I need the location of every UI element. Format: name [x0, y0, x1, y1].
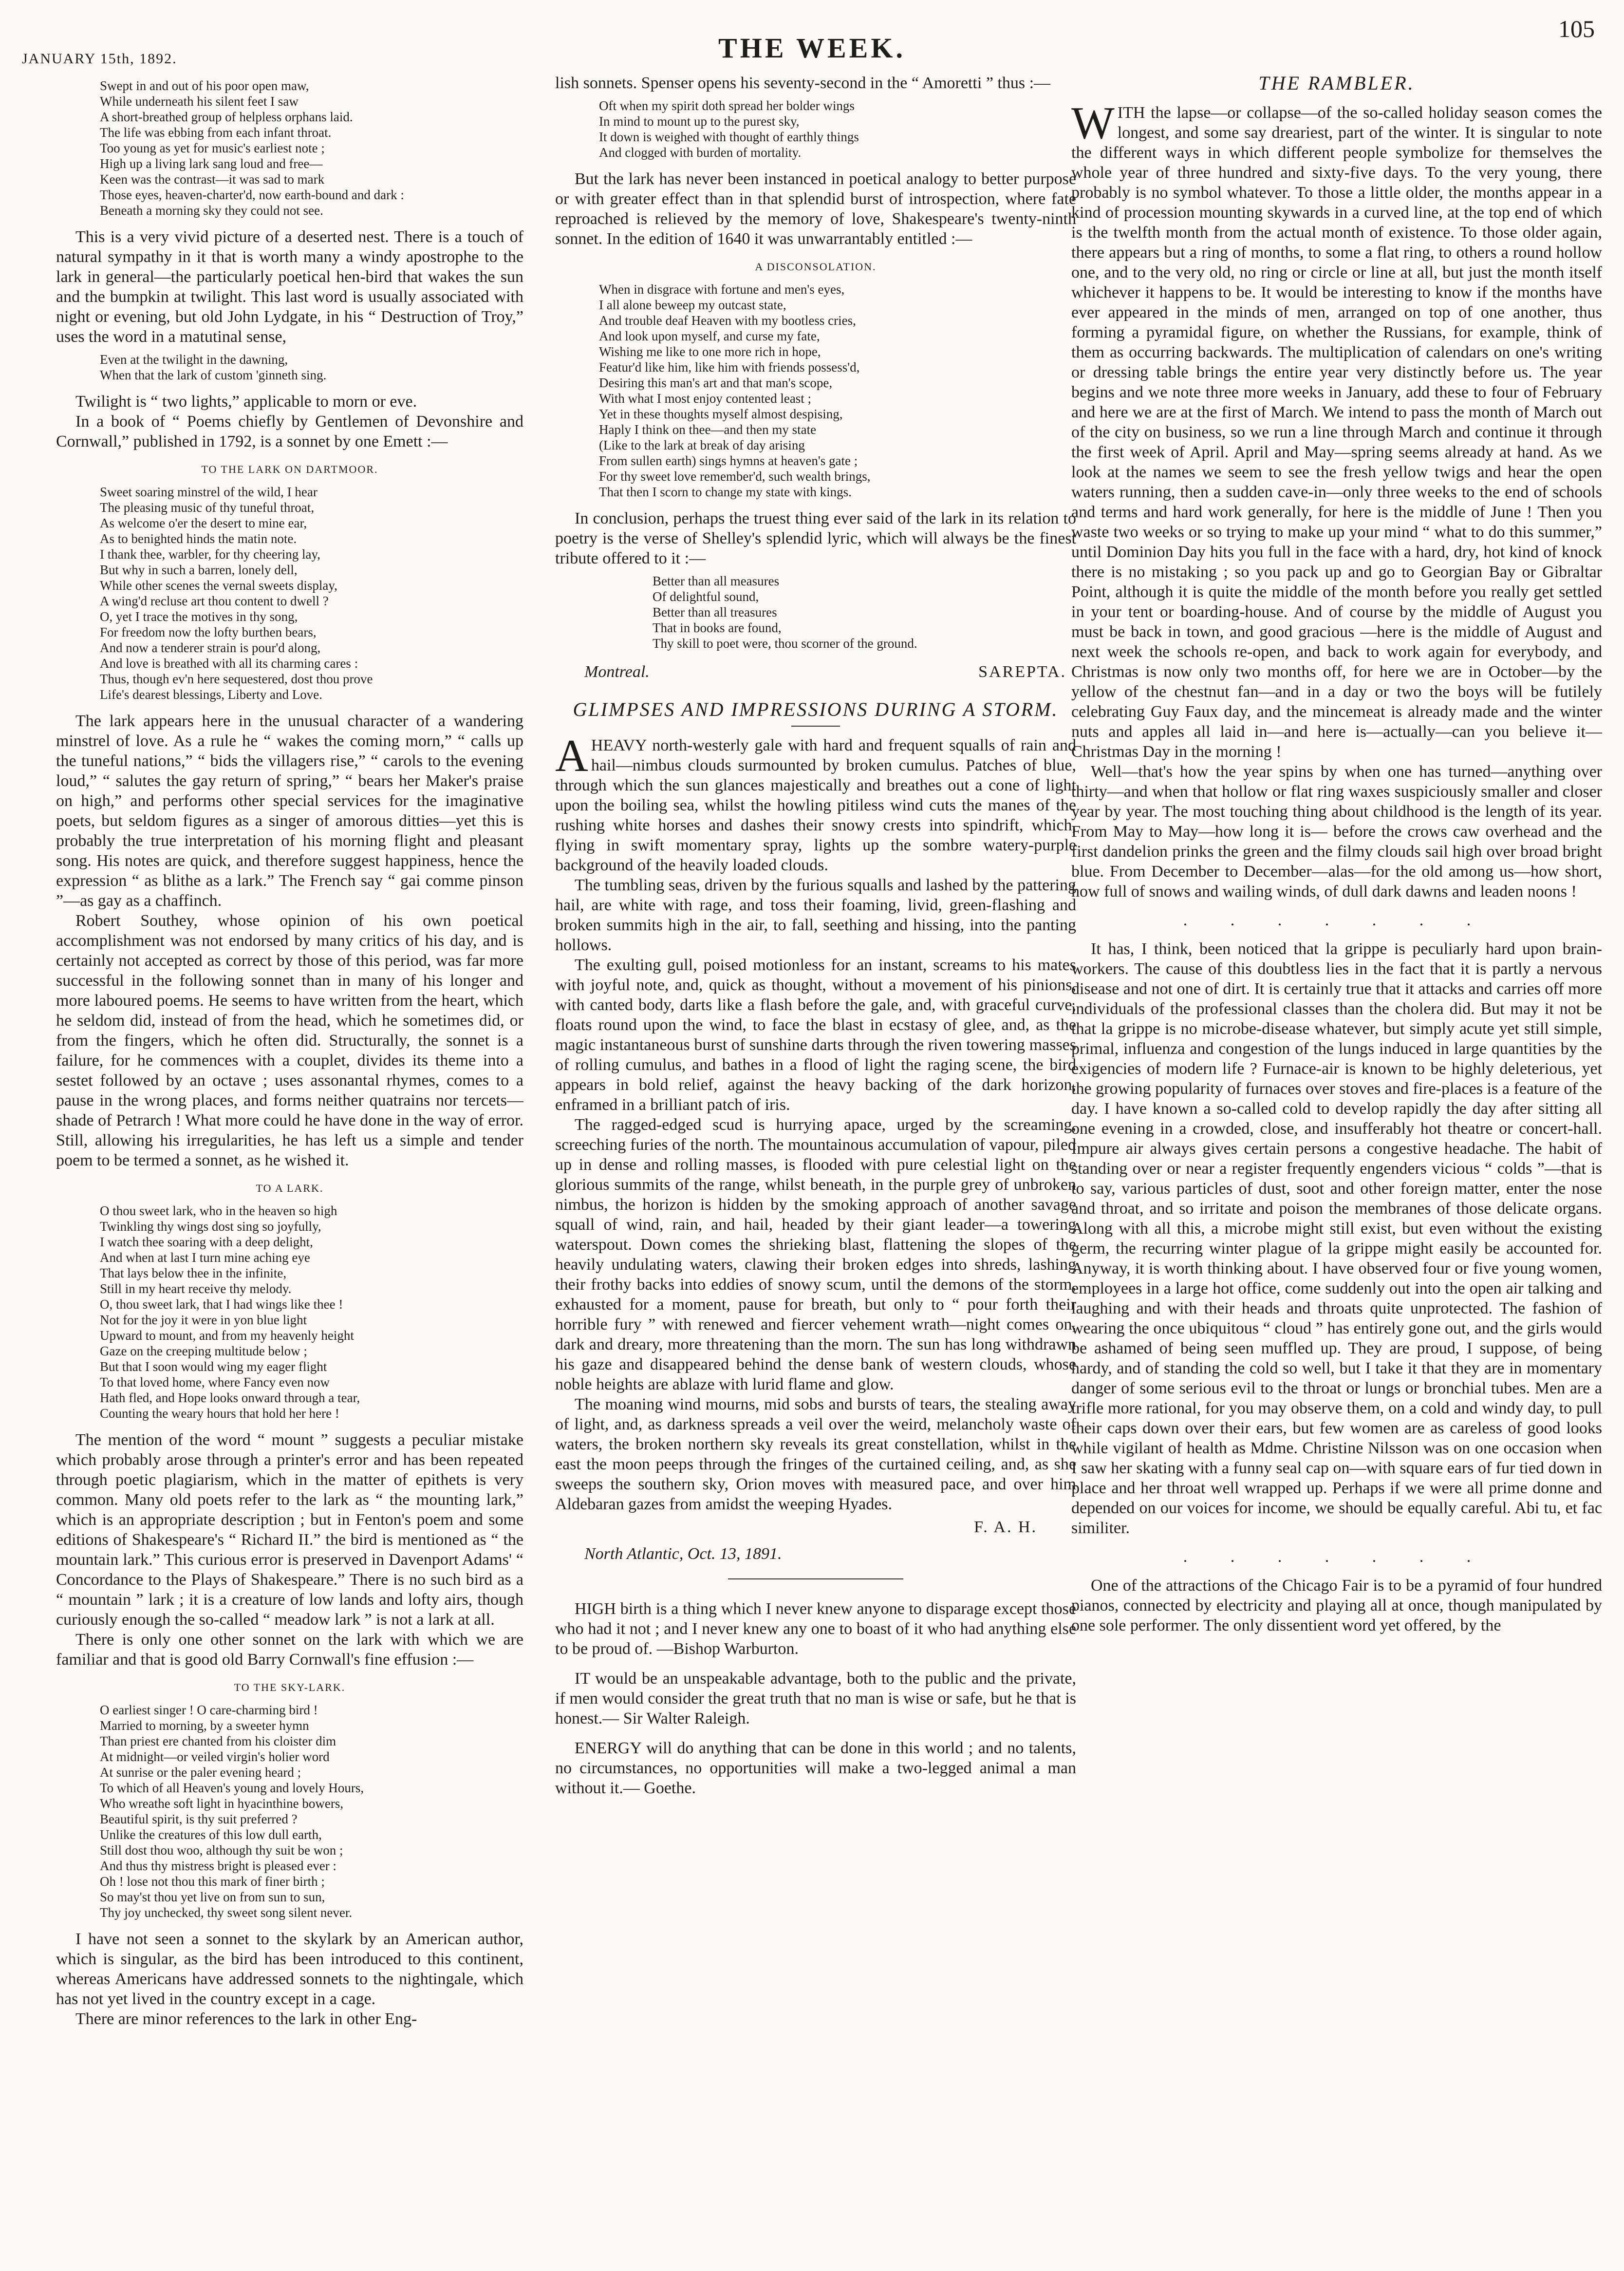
poem-line: Sweet soaring minstrel of the wild, I hear — [100, 485, 317, 499]
poem-line: Too young as yet for music's earliest note ; — [100, 141, 325, 155]
paragraph: Robert Southey, whose opinion of his own poetical accomplishment was not endorsed by many critics of his day, and is certainly not accepted as correct by those of this period, was far more successful in the following sonnet than in many of his longer and more laboured poems. He seems to have written from the heart, which he seldom did, instead of from the head, which he sometimes did, or from the fingers, which he often did. Structurally, the sonnet is a failure, for he commences with a couplet, divides its theme into a sestet followed by an octave ; uses assonantal rhymes, comes to a pause in the wrong places, and forms neither quatrains nor tercets—shade of Petrarch ! What more could he have done in the way of error. Still, allowing his irregularities, he has left us a simple and tender poem to be termed a sonnet, as he wished it. — [56, 912, 523, 1169]
poem-line: Beneath a morning sky they could not see. — [100, 203, 323, 218]
dateline: North Atlantic, Oct. 13, 1891. — [584, 1545, 782, 1563]
paragraph: There are minor references to the lark in other Eng- — [75, 2010, 417, 2028]
poem-line: Haply I think on thee—and then my state — [599, 422, 817, 437]
paragraph: The exulting gull, poised motionless for an instant, screams to his mates with joyful note, and, quick as thought, without a movement of his pinions, with canted body, darts like a flash before the gale, and, with graceful curve, floats round upon the wind, to face the blast in ecstasy of glee, and, as the magic instantaneous burst of sunshine darts through the riven towering masses of rolling cumulus, and bathes in a flood of light the raging scene, the bird appears in bold relief, against the heavy backing of the dark horizon, enframed in a brilliant patch of iris. — [555, 956, 1076, 1114]
column-2 — [555, 73, 1076, 2255]
poem-line: When in disgrace with fortune and men's eyes, — [599, 282, 845, 297]
paragraph: lish sonnets. Spenser opens his seventy-second in the “ Amoretti ” thus :— — [555, 74, 1051, 92]
poem-line: And trouble deaf Heaven with my bootless cries, — [599, 313, 856, 328]
paragraph: The tumbling seas, driven by the furious squalls and lashed by the pattering hail, are white with rage, and toss their foaming, livid, green-flashing and broken summits high in the air, to fall, seething and hissing, into the panting hollows. — [555, 876, 1076, 954]
poem-line: And love is breathed with all its charming cares : — [100, 656, 358, 671]
paragraph: I have not seen a sonnet to the skylark by an American author, which is singular, as the bird has been introduced to this continent, whereas Americans have addressed sonnets to the nightingale, which has not yet lived in the country except in a cage. — [56, 1930, 523, 2008]
poem-line: To which of all Heaven's young and lovely Hours, — [100, 1781, 364, 1795]
divider — [791, 726, 840, 727]
section-title: THE RAMBLER. — [1258, 73, 1415, 94]
poem-line: Thus, though ev'n here sequestered, dost thou prove — [100, 672, 373, 686]
issue-date: JANUARY 15th, 1892. — [22, 51, 177, 67]
poem-amoretti — [555, 98, 1076, 160]
signature-place: Montreal. — [584, 663, 650, 681]
poem-line: Hath fled, and Hope looks onward through a tear, — [100, 1390, 360, 1405]
paragraph: Well—that's how the year spins by when one has turned—anything over thirty—and when that hollow or flat ring waxes suspiciously smaller and closer year by year. The most touching thing about childhood is the length of its year. From May to May—how long it is— before the crows caw overhead and the first dandelion prinks the green and the filmy clouds sail high over broad bright blue. From December to December—alas—for the old among us—how short, how full of snows and wailing winds, of dull dark dawns and leaden noons ! — [1071, 763, 1602, 901]
poem-line: Not for the joy it were in yon blue light — [100, 1313, 307, 1327]
poem-line: Even at the twilight in the dawning, — [100, 352, 288, 367]
poem-title: TO A LARK. — [256, 1182, 324, 1194]
poem-line: To that loved home, where Fancy even now — [100, 1375, 330, 1389]
poem-line: Twinkling thy wings dost sing so joyfully, — [100, 1219, 321, 1234]
poem-line: The pleasing music of thy tuneful throat, — [100, 500, 315, 515]
poem-line: That lays below thee in the infinite, — [100, 1266, 287, 1280]
poem-line: Still dost thou woo, although thy suit be won ; — [100, 1843, 343, 1858]
poem-line: And thus thy mistress bright is pleased ever : — [100, 1858, 336, 1873]
poem-title: TO THE LARK ON DARTMOOR. — [201, 463, 378, 475]
article-initials: F. A. H. — [974, 1518, 1037, 1536]
poem-line: When that the lark of custom 'ginneth sing. — [100, 368, 327, 382]
poem-line: A short-breathed group of helpless orphans laid. — [100, 110, 353, 124]
page-number: 105 — [1558, 15, 1595, 42]
poem-shelley — [555, 573, 1076, 651]
poem-line: From sullen earth) sings hymns at heaven's gate ; — [599, 453, 858, 468]
poem-line: Keen was the contrast—it was sad to mark — [100, 172, 325, 187]
poem-line: Thy joy unchecked, thy sweet song silent never. — [100, 1905, 353, 1920]
poem-line: I thank thee, warbler, for thy cheering lay, — [100, 547, 320, 562]
poem-line: Better than all measures — [653, 574, 780, 588]
poem-line: O thou sweet lark, who in the heaven so high — [100, 1203, 337, 1218]
paragraph: This is a very vivid picture of a deserted nest. There is a touch of natural sympathy in it that is worth many a windy apostrophe to the lark in general—the particularly poetical hen-bird that wakes the sun and the bumpkin at twilight. This last word is usually associated with night or evening, but old John Lydgate, in his “ Destruction of Troy,” uses the word in a matutinal sense, — [56, 228, 523, 346]
poem-lark-dartmoor — [56, 484, 523, 702]
poem-line: And when at last I turn mine aching eye — [100, 1250, 310, 1265]
poem-lydgate-couplet — [56, 352, 523, 383]
paragraph: In conclusion, perhaps the truest thing ever said of the lark in its relation to poetry is the verse of Shelley's splendid lyric, which will always be the finest tribute offered to it :— — [555, 509, 1076, 567]
paragraph: One of the attractions of the Chicago Fair is to be a pyramid of four hundred pianos, connected by electricity and playing all at once, though manipulated by one sole performer. The only dissentient word yet offered, by the — [1071, 1577, 1602, 1634]
poem-line: Yet in these thoughts myself almost despising, — [599, 407, 843, 421]
poem-sky-lark — [56, 1702, 523, 1920]
poem-line: Thy skill to poet were, thou scorner of the ground. — [653, 636, 917, 651]
paragraph: The mention of the word “ mount ” suggests a peculiar mistake which probably arose through a printer's error and has been repeated through poetic plagiarism, which in the matter of epithets is very common. Many old poets refer to the lark as “ the mounting lark,” which is an appropriate description ; but in Fenton's poem and some editions of Shakespeare's “ Richard II.” the bird is mentioned as “ the mountain lark.” This curious error is preserved in Davenport Adams' “ Concordance to the Plays of Shakespeare.” There is no such bird as a “ mountain ” lark ; it is a creature of low lands and lofty airs, though curiously enough the so-called “ meadow lark ” is not a lark at all. — [56, 1431, 523, 1629]
paragraph: But the lark has never been instanced in poetical analogy to better purpose or with greater effect than in that splendid burst of introspection, where fate reproached is relieved by the memory of love, Shakespeare's twenty-ninth sonnet. In the edition of 1640 it was unwarrantably entitled :— — [555, 170, 1076, 248]
poem-line: For freedom now the lofty burthen bears, — [100, 625, 317, 639]
poem-line: Still in my heart receive thy melody. — [100, 1281, 292, 1296]
paragraph: The ragged-edged scud is hurrying apace, urged by the screaming, screeching furies of the north. The mountainous accumulation of vapour, piled up in dense and rolling masses, is flooded with pure celestial light on the glorious summits of the range, whilst beneath, in the purple grey of unbroken nimbus, the horizon is hidden by the smoking approach of another savage squall of wind, rain, and hail, headed by their giant leader—a towering waterspout. Down comes the shrieking blast, flattening the slopes of the heavily undulating waters, clawing their broken edges into shreds, lashing their frothy backs into eddies of snowy scum, until the demons of the storm, exhausted for a moment, pause for breath, but only to “ pour forth their horrible fury ” with renewed and fiercer vehement wrath—night comes on, dark and dreary, more threatening than the morn. The sun has long withdrawn his gaze and disappeared behind the dense bank of western clouds, whose noble heights are ablaze with lurid flame and glow. — [555, 1116, 1076, 1393]
paragraph: The moaning wind mourns, mid sobs and bursts of tears, the stealing away of light, and, as darkness spreads a veil over the weird, melancholy waste of waters, the broken northern sky reveals its great constellation, whilst in the east the moon peeps through the fringes of the curtained ceiling, and, as she sweeps the southern sky, Orion moves with measured pace, and over him Aldebaran gazes from amidst the weeping Hyades. — [555, 1395, 1076, 1513]
poem-line: Of delightful sound, — [653, 589, 759, 604]
drop-cap: A — [555, 731, 588, 781]
poem-line: Wishing me like to one more rich in hope, — [599, 344, 821, 359]
poem-disconsolation — [555, 282, 1076, 500]
paragraph: Twilight is “ two lights,” applicable to morn or eve. — [75, 393, 417, 411]
poem-line: Better than all treasures — [653, 605, 777, 619]
masthead — [0, 10, 1624, 68]
publication-title: THE WEEK. — [718, 32, 906, 64]
paragraph: In a book of “ Poems chiefly by Gentlemen of Devonshire and Cornwall,” published in 1792, is a sonnet by one Emett :— — [56, 413, 523, 450]
poem-line: But why in such a barren, lonely dell, — [100, 563, 298, 577]
quotation: IT would be an unspeakable advantage, both to the public and the private, if men would consider the great truth that no man is wise or safe, but he that is honest.— Sir Walter Raleigh. — [555, 1670, 1076, 1727]
poem-line: Oh ! lose not thou this mark of finer birth ; — [100, 1874, 325, 1889]
poem-line: Upward to mount, and from my heavenly height — [100, 1328, 354, 1343]
poem-line: (Like to the lark at break of day arising — [599, 438, 805, 452]
poem-line: O earliest singer ! O care-charming bird ! — [100, 1703, 318, 1717]
column-1 — [56, 73, 523, 2255]
article-heading: GLIMPSES AND IMPRESSIONS DURING A STORM. — [573, 698, 1059, 720]
section-break: . . . . . . . — [1183, 1548, 1491, 1566]
poem-nest — [56, 78, 523, 218]
paragraph: WITH the lapse—or collapse—of the so-called holiday season comes the longest, and some say dreariest, part of the winter. It is singular to note the different ways in which different people symbolize for themselves the whole year of three hundred and sixty-five days. To the very young, there probably is no symbol whatever. To those a little older, the months appear in a kind of procession mounting skywards in a curved line, at the top end of which is the twelfth month from the actual month of existence. To those older again, there appears but a ring of months, to some a flat ring, to others a round hollow one, and to the very old, no ring or circle or line at all, but just the month itself whichever it happens to be. It would be interesting to know if the months have ever appeared in the minds of men, arranged on top of one another, thus forming a pyramidal figure, on whether the Russians, for example, think of them as occurring backwards. The multiplication of calendars on one's writing or dressing table brings the entire year very distinctly before us. The year begins and we note three more weeks in January, add these to four of February and here we are at the first of March. We intend to pass the month of March out of the city on business, so we run a line through March and continue it through the first week of April. April and May—spring seems already at hand. As we look at the names we seem to see the fresh yellow twigs and hear the open waters running, then a sudden cave-in—only three weeks to the end of schools and terms and hard work generally, for here is the middle of June ! Then you waste two weeks or so trying to make up your mind “ what to do this summer,” until Dominion Day hits you full in the face with a hard, dry, hot kind of knock there is no mistaking ; so you pack up and go to Georgian Bay or Gibraltar Point, although it is quite the middle of the month before you really get settled in your tent or boarding-house. And of course by the middle of August you must be back in town, and good gracious —here is the middle of August and next week the schools re-open, and back to work again for everybody, and Christmas is now only two months off, for here we are in October—by the yellow of the chestnut fan—and in a day or two the boys will be futilely celebrating Guy Faux day, and the mincemeat is already made and the winter nuts and apples all laid in—and here is—actually—can you believe it—Christmas Day in the morning ! — [1071, 98, 1602, 761]
poem-line: Desiring this man's art and that man's scope, — [599, 375, 833, 390]
poem-line: And now a tenderer strain is pour'd along, — [100, 640, 321, 655]
poem-line: Counting the weary hours that hold her here ! — [100, 1406, 339, 1421]
poem-line: That then I scorn to change my state with kings. — [599, 485, 852, 499]
poem-line: Married to morning, by a sweeter hymn — [100, 1718, 309, 1733]
poem-line: I watch thee soaring with a deep delight, — [100, 1235, 313, 1249]
divider — [728, 1578, 903, 1579]
poem-line: As to benighted hinds the matin note. — [100, 531, 297, 546]
poem-line: Those eyes, heaven-charter'd, now earth-bound and dark : — [100, 188, 404, 202]
quotation: ENERGY will do anything that can be done in this world ; and no talents, no circumstances, no opportunities will make a two-legged animal a man without it.— Goethe. — [555, 1739, 1076, 1797]
poem-line: While underneath his silent feet I saw — [100, 94, 299, 109]
poem-line: Beautiful spirit, is thy suit preferred ? — [100, 1812, 298, 1826]
poem-line: That in books are found, — [653, 620, 782, 635]
poem-line: And look upon myself, and curse my fate, — [599, 329, 820, 343]
column-3 — [1071, 73, 1602, 2255]
poem-line: So may'st thou yet live on from sun to sun, — [100, 1890, 325, 1904]
poem-line: Life's dearest blessings, Liberty and Love. — [100, 687, 322, 702]
signature — [555, 660, 1076, 684]
poem-line: Than priest ere chanted from his cloister dim — [100, 1734, 336, 1748]
poem-line: For thy sweet love remember'd, such wealth brings, — [599, 469, 871, 484]
section-break: . . . . . . . — [1183, 911, 1491, 929]
poem-title: TO THE SKY-LARK. — [234, 1681, 346, 1693]
paragraph: It has, I think, been noticed that la grippe is peculiarly hard upon brain-workers. The cause of this doubtless lies in the fact that it is partly a nervous disease and not one of dirt. It is certainly true that it attacks and carries off more individuals of the professional classes than the cholera did. But may it not be that la grippe is no microbe-disease whatever, but simply acute yet still simple, primal, influenza and congestion of the lungs induced in large quantities by the exigencies of modern life ? Furnace-air is known to be highly deleterious, yet the growing popularity of furnaces over stoves and fire-places is a feature of the day. I have known a so-called cold to develop rapidly the day after sitting all one evening in a crowded, close, and insufferably hot theatre or concert-hall. Impure air always gives certain persons a congestive headache. The habit of standing over or near a register frequently engenders vicious “ colds ”—that is to say, various particles of dust, soot and other foreign matter, enter the nose and throat, and so irritate and poison the membranes of those delicate organs. Along with all this, a microbe might still exist, but even without the existing germ, the recurring winter plague of la grippe might easily be accounted for. Anyway, it is worth thinking about. I have observed four or five young women, employees in a large hot office, come suddenly out into the open air talking and laughing and with their heads and throats quite unprotected. The fashion of wearing the once ubiquitous “ cloud ” has entirely gone out, and the girls would be ashamed of being seen muffled up. They are proud, I suppose, of being hardy, and of standing the cold so well, but I take it that they are in momentary danger of some serious evil to the throat or lungs or bronchial tubes. Men are a trifle more rational, for you may observe them, on a cold and windy day, to pull their caps down over their ears, but few women are as careless of good looks while vigilant of health as Mdme. Christine Nilsson was on one occasion when I saw her skating with a funny seal cap on—with square ears of fur tied down in place and her throat well wrapped up. Perhaps if we were all prime donne and depended on our voices for income, we should be equally careful. Abi tu, et fac similiter. — [1071, 940, 1602, 1537]
poem-line: Who wreathe soft light in hyacinthine bowers, — [100, 1796, 344, 1811]
poem-line: The life was ebbing from each infant throat. — [100, 125, 332, 140]
quotation: HIGH birth is a thing which I never knew anyone to disparage except those who had it not ; and I never knew any one to boast of it who had anything else to be proud of. —Bishop Warburton. — [555, 1600, 1076, 1658]
poem-line: A wing'd recluse art thou content to dwell ? — [100, 594, 329, 608]
drop-cap: W — [1071, 98, 1115, 149]
poem-line: But that I soon would wing my eager flight — [100, 1359, 327, 1374]
poem-line: Unlike the creatures of this low dull earth, — [100, 1827, 322, 1842]
poem-line: Featur'd like him, like him with friends possess'd, — [599, 360, 860, 375]
signature-name: SAREPTA. — [978, 663, 1066, 681]
poem-line: In mind to mount up to the purest sky, — [599, 114, 800, 129]
poem-line: I all alone beweep my outcast state, — [599, 298, 786, 312]
poem-line: At midnight—or veiled virgin's holier word — [100, 1749, 330, 1764]
paragraph: There is only one other sonnet on the lark with which we are familiar and that is good old Barry Cornwall's fine effusion :— — [56, 1631, 523, 1669]
poem-line: With what I most enjoy contented least ; — [599, 391, 812, 406]
poem-line: Oft when my spirit doth spread her bolder wings — [599, 98, 855, 113]
poem-line: It down is weighed with thought of earthly things — [599, 130, 859, 144]
paragraph: AHEAVY north-westerly gale with hard and frequent squalls of rain and hail—nimbus clouds surmounted by broken cumulus. Patches of blue, through which the sun glances majestically and breathes out a cone of light upon the boiling sea, whilst the howling pitiless wind cuts the manes of the rushing white horses and dashes their snowy crests into spindrift, which, flying in swift momentary spray, lights up the sombre watery-purple background of the heavily loaded clouds. — [555, 731, 1076, 874]
poem-title: A DISCONSOLATION. — [755, 261, 877, 273]
poem-line: O, yet I trace the motives in thy song, — [100, 609, 298, 624]
poem-line: And clogged with burden of mortality. — [599, 145, 802, 160]
poem-line: At sunrise or the paler evening heard ; — [100, 1765, 301, 1780]
paragraph: The lark appears here in the unusual character of a wandering minstrel of love. As a rule he “ wakes the coming morn,” “ calls up the tuneful nations,” “ bids the villagers rise,” “ carols to the evening loud,” “ salutes the gay return of spring,” “ bears her Maker's praise on high,” and performs other special services for the imaginative poets, but seldom figures as a singer of amorous ditties—yet this is probably the true interpretation of his morning flight and pleasant song. His notes are quick, and therefore suggest happiness, hence the expression “ as blithe as a lark.” The French say “ gai comme pinson ”—as gay as a chaffinch. — [56, 712, 523, 910]
poem-line: High up a living lark sang loud and free— — [100, 156, 323, 171]
poem-line: Gaze on the creeping multitude below ; — [100, 1344, 307, 1358]
poem-line: As welcome o'er the desert to mine ear, — [100, 516, 307, 530]
poem-to-a-lark — [56, 1203, 523, 1421]
poem-line: O, thou sweet lark, that I had wings like thee ! — [100, 1297, 343, 1312]
poem-line: While other scenes the vernal sweets display, — [100, 578, 337, 593]
poem-line: Swept in and out of his poor open maw, — [100, 78, 309, 93]
